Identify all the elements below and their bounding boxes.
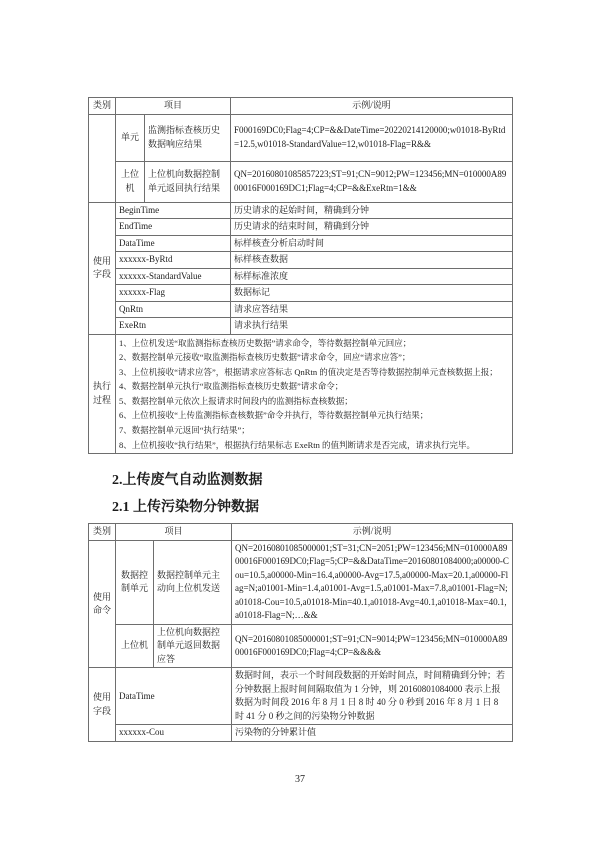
table-row bbox=[89, 540, 513, 624]
table2-item-cell: 数据控制单元主动向上位机发送 bbox=[154, 540, 232, 624]
table-row bbox=[89, 219, 513, 236]
subsection-heading: 2.1 上传污染物分钟数据 bbox=[112, 500, 259, 516]
table2-example-cell: QN=20160801085000001;ST=31;CN=2051;PW=123456;MN=010000A8900016F000169DC0;Flag=5;CP=&&DataTime=20160801084000;a00000-Cou=10.5,a00000-Min=16.4,a00000-Avg=17.5,a00000-Max=20.1,a00000-Flag=N;a01001-Min=1.4,a01001-Avg=1.5,a01001-Max=7.8,a01001-Flag=N;a01018-Cou=10.5,a01018-Min=40.1,a01018-Avg=40.1,a01018-Max=40.1,a01018-Flag=N;…&& bbox=[232, 540, 513, 624]
table2-fields-label: 使用字段 bbox=[89, 668, 116, 742]
table2-header-item: 项目 bbox=[116, 524, 232, 541]
table-minute-data bbox=[88, 523, 513, 742]
process-step: 7、数据控制单元返回“执行结果”； bbox=[119, 425, 250, 436]
table-row bbox=[89, 114, 513, 161]
field-name: BeginTime bbox=[116, 202, 231, 219]
table-row bbox=[89, 252, 513, 269]
field-name: ExeRtn bbox=[116, 318, 231, 335]
table1-example-cell: QN=20160801085857223;ST=91;CN=9012;PW=123456;MN=010000A8900016F000169DC1;Flag=4;CP=&&ExeRtn=1&& bbox=[231, 161, 513, 202]
field-desc: 污染物的分钟累计值 bbox=[232, 725, 513, 742]
table-check-history bbox=[88, 97, 513, 454]
table1-process-label: 执行过程 bbox=[89, 334, 116, 454]
table-row bbox=[89, 725, 513, 742]
field-desc: 历史请求的起始时间，精确到分钟 bbox=[231, 202, 513, 219]
field-desc: 请求应答结果 bbox=[231, 301, 513, 318]
field-name: xxxxxx-StandardValue bbox=[116, 268, 231, 285]
table1-header-example: 示例/说明 bbox=[231, 98, 513, 115]
table1-header-row bbox=[89, 98, 513, 115]
field-desc: 历史请求的结束时间，精确到分钟 bbox=[231, 219, 513, 236]
field-name: xxxxxx-Flag bbox=[116, 285, 231, 302]
table-row bbox=[89, 235, 513, 252]
table1-category-continuation-cell bbox=[89, 114, 116, 202]
table-row bbox=[89, 301, 513, 318]
table2-header-row bbox=[89, 524, 513, 541]
field-desc: 数据标记 bbox=[231, 285, 513, 302]
table1-example-cell: F000169DC0;Flag=4;CP=&&DateTime=20220214120000;w01018-ByRtd=12.5,w01018-StandardValue=12,w01018-Flag=R&& bbox=[231, 114, 513, 161]
table1-fields-label: 使用字段 bbox=[89, 202, 116, 334]
field-desc: 标样核查分析启动时间 bbox=[231, 235, 513, 252]
field-desc: 标样标准浓度 bbox=[231, 268, 513, 285]
table1-item-cell: 上位机向数据控制单元返回执行结果 bbox=[145, 161, 231, 202]
table1-header-item: 项目 bbox=[116, 98, 231, 115]
section-heading: 2.上传废气自动监测数据 bbox=[112, 473, 263, 489]
table-row bbox=[89, 285, 513, 302]
table-row bbox=[89, 202, 513, 219]
page-number: 37 bbox=[295, 774, 305, 785]
table1-entity-cell: 上位机 bbox=[116, 161, 145, 202]
process-step: 2、数据控制单元接收“取监测指标查核历史数据”请求命令，回应“请求应答”； bbox=[119, 352, 411, 363]
process-step: 5、数据控制单元依次上报请求时间段内的监测指标查核数据； bbox=[119, 395, 353, 406]
field-desc: 请求执行结果 bbox=[231, 318, 513, 335]
table-row bbox=[89, 318, 513, 335]
table-row bbox=[89, 668, 513, 725]
process-step: 1、上位机发送“取监测指标查核历史数据”请求命令，等待数据控制单元回应； bbox=[119, 337, 412, 348]
table2-entity-cell: 数据控制单元 bbox=[116, 540, 154, 624]
process-step: 3、上位机接收“请求应答”，根据请求应答标志 QnRtn 的值决定是否等待数据控制单元查核数据上报； bbox=[119, 366, 498, 377]
table1-entity-cell: 单元 bbox=[116, 114, 145, 161]
headings-block bbox=[112, 473, 512, 516]
table2-header-category: 类别 bbox=[89, 524, 116, 541]
page-content bbox=[88, 97, 512, 742]
table-row bbox=[89, 624, 513, 668]
table1-process-cell bbox=[116, 334, 513, 454]
field-name: DataTime bbox=[116, 235, 231, 252]
table2-header-example: 示例/说明 bbox=[232, 524, 513, 541]
field-name: xxxxxx-Cou bbox=[116, 725, 232, 742]
table-row bbox=[89, 268, 513, 285]
table2-example-cell: QN=20160801085000001;ST=91;CN=9014;PW=123456;MN=010000A8900016F000169DC0;Flag=4;CP=&&&& bbox=[232, 624, 513, 668]
field-name: QnRtn bbox=[116, 301, 231, 318]
table1-header-category: 类别 bbox=[89, 98, 116, 115]
field-name: EndTime bbox=[116, 219, 231, 236]
table2-command-label: 使用命令 bbox=[89, 540, 116, 668]
table-row bbox=[89, 334, 513, 454]
table2-entity-cell: 上位机 bbox=[116, 624, 154, 668]
table2-item-cell: 上位机向数据控制单元返回数据应答 bbox=[154, 624, 232, 668]
process-step: 4、数据控制单元执行“取监测指标查核历史数据”请求命令； bbox=[119, 381, 344, 392]
table-row bbox=[89, 161, 513, 202]
field-name: DataTime bbox=[116, 668, 232, 725]
process-step: 6、上位机接收“上传监测指标查核数据”命令并执行，等待数据控制单元执行结果； bbox=[119, 410, 429, 421]
process-step: 8、上位机接收“执行结果”，根据执行结果标志 ExeRtn 的值判断请求是否完成，请求执行完毕。 bbox=[119, 439, 476, 450]
field-desc: 数据时间，表示一个时间段数据的开始时间点，时间精确到分钟；若分钟数据上报时间间隔取值为 1 分钟，则 20160801084000 表示上报数据为时间段 2016 年 8 月 1 日 8 时 40 分 0 秒到 2016 年 8 月 1 日 8 时 41 分 0 秒之间的污染物分钟数据 bbox=[232, 668, 513, 725]
table1-item-cell: 监测指标查核历史数据响应结果 bbox=[145, 114, 231, 161]
field-desc: 标样核查数据 bbox=[231, 252, 513, 269]
field-name: xxxxxx-ByRtd bbox=[116, 252, 231, 269]
